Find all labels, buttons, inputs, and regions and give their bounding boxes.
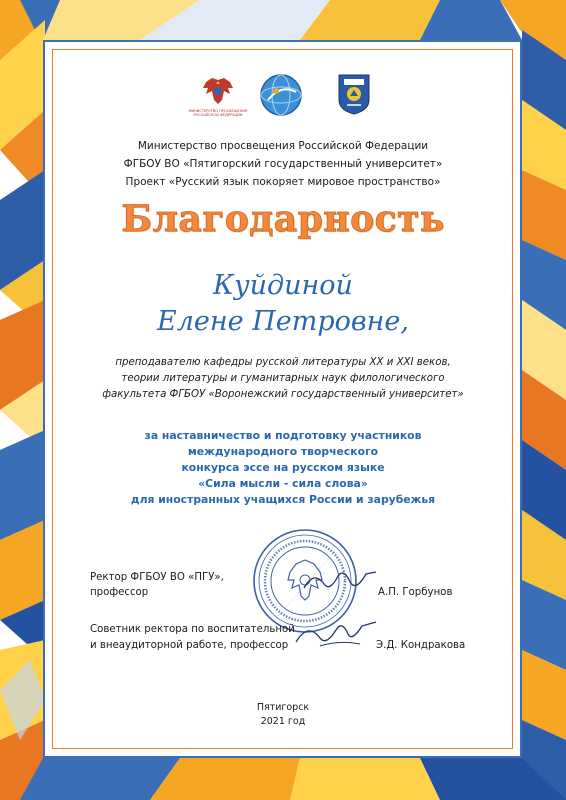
recipient-position-line3: факультета ФГБОУ «Воронежский государственный университет» (102, 389, 464, 400)
rector-signature (300, 566, 380, 596)
recipient-given-names: Елене Петровне, (157, 306, 409, 337)
contest-name: «Сила мысли - сила слова» (198, 477, 368, 490)
header-project: Проект «Русский язык покоряет мировое пространство» (125, 176, 441, 188)
recipient-position-line1: преподавателю кафедры русской литературы XX и XXI веков, (115, 357, 451, 368)
advisor-role-line1: Советник ректора по воспитательной (90, 624, 295, 635)
reason-line2: международного творческого (187, 445, 379, 458)
reason-line3: конкурса эссе на русском языке (181, 461, 385, 474)
reason-line1: за наставничество и подготовку участников (144, 429, 422, 442)
advisor-role-line2: и внеаудиторной работе, профессор (90, 640, 289, 651)
rector-role-line2: профессор (90, 587, 149, 598)
issue-year: 2021 год (260, 716, 306, 727)
recipient-position-line2: теории литературы и гуманитарных наук филологического (121, 373, 445, 384)
rector-role-line1: Ректор ФГБОУ ВО «ПГУ», (90, 572, 224, 583)
certificate-title: Благодарность (121, 198, 445, 240)
reason-line5: для иностранных учащихся России и зарубежья (130, 493, 436, 506)
header-ministry: Министерство просвещения Российской Федерации (137, 140, 429, 152)
rector-name: А.П. Горбунов (378, 587, 453, 598)
university-shield-icon (336, 72, 372, 116)
header-university: ФГБОУ ВО «Пятигорский государственный университет» (123, 158, 443, 170)
globe-project-logo-icon (260, 74, 302, 116)
ministry-emblem-icon (200, 76, 236, 110)
recipient-surname: Куйдиной (213, 270, 353, 301)
advisor-name: Э.Д. Кондракова (376, 640, 466, 651)
ministry-caption: МИНИСТЕРСТВО ПРОСВЕЩЕНИЯ РОССИЙСКОЙ ФЕДЕРАЦИИ (188, 109, 248, 117)
issue-city: Пятигорск (256, 702, 310, 713)
advisor-signature (290, 612, 380, 652)
